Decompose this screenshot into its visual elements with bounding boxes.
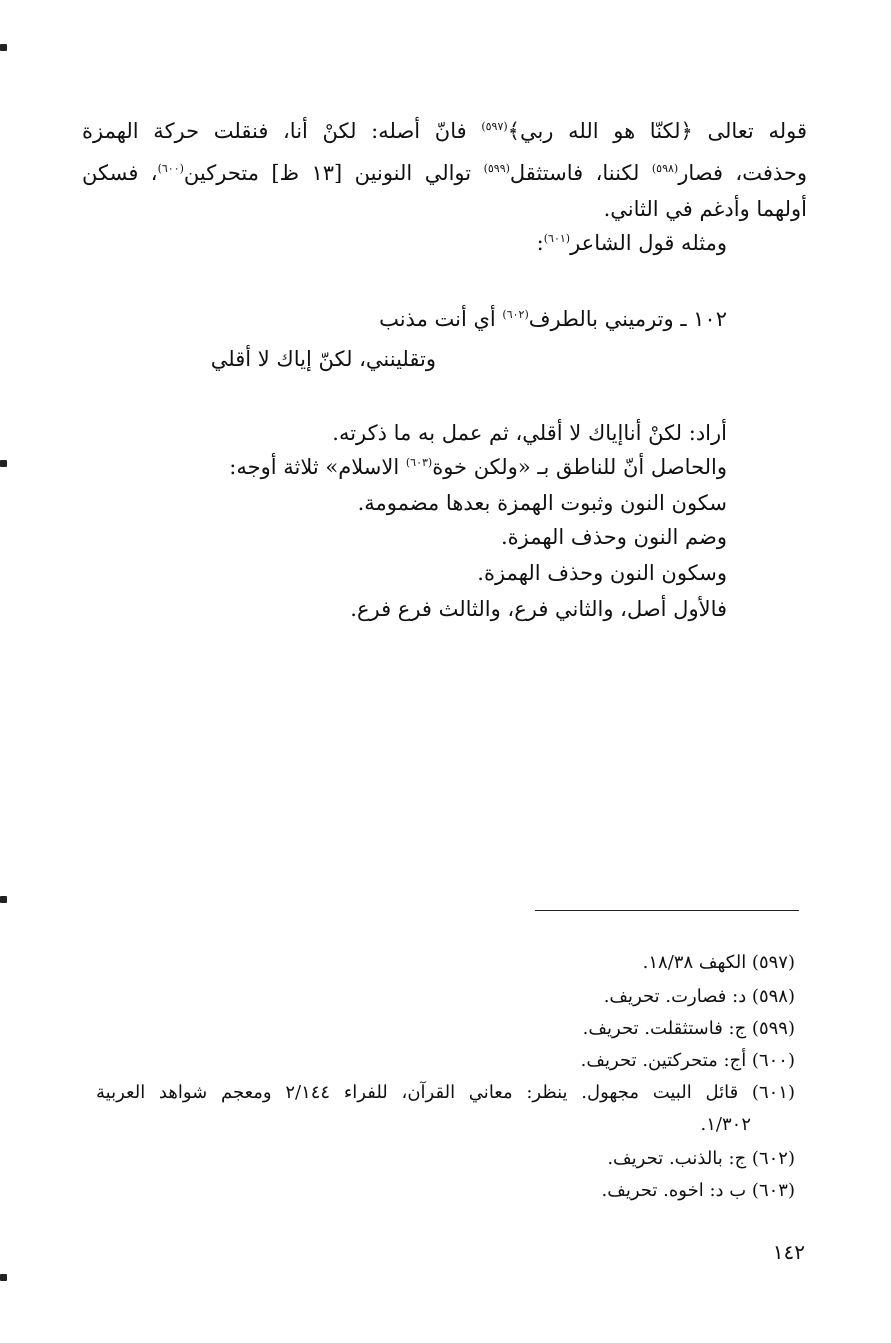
footnote: (٦٠٠) أج: متحركتين. تحريف. (580, 1050, 795, 1071)
body-line (229, 452, 727, 482)
text-run: : (536, 231, 544, 255)
footnote: (٦٠٢) ج: بالذنب. تحريف. (607, 1148, 795, 1169)
body-line (82, 116, 807, 146)
body-line (82, 158, 807, 188)
footnote-ref: (٦٠٠) (157, 162, 184, 175)
footnote: (٥٩٧) الكهف ١٨/٣٨. (642, 952, 795, 973)
text-run: قوله تعالى ﴿لكنّا هو الله ربي﴾ (507, 119, 807, 143)
footnote-ref: (٦٠٣) (405, 456, 433, 469)
body-line: أولهما وأدغم في الثاني. (603, 197, 807, 221)
page-number: ١٤٢ (772, 1240, 805, 1264)
text-run: لكننا، فاستثقل (509, 161, 652, 185)
footnote-separator (535, 910, 799, 911)
body-line: فالأول أصل، والثاني فرع، والثالث فرع فرع. (350, 597, 727, 621)
verse-number: ١٠٢ ـ (680, 307, 727, 331)
footnote: (٥٩٩) ج: فاستثقلت. تحريف. (582, 1018, 795, 1039)
verse-hemistich-1 (379, 304, 727, 334)
text-run: فانّ أصله: لكنْ أنا، فنقلت حركة الهمزة (82, 119, 482, 143)
text-run: والحاصل أنّ للناطق بـ «ولكن خوة (432, 455, 727, 479)
footnote-ref: (٦٠١) (543, 232, 571, 245)
footnote: (٦٠٣) ب د: اخوه. تحريف. (601, 1180, 795, 1201)
footnote: (٦٠١) قائل البيت مجهول. ينظر: معاني القرآن، للفراء ٢/١٤٤ ومعجم شواهد العربية (96, 1082, 795, 1103)
margin-mark (0, 896, 7, 903)
margin-mark (0, 1274, 7, 1281)
footnote-ref: (٥٩٩) (483, 162, 510, 175)
text-run: أي أنت مذنب (379, 307, 503, 331)
verse-hemistich-2: وتقلينني، لكنّ إياك لا أقلي (210, 347, 436, 371)
text-run: ، فسكن (82, 161, 158, 185)
footnote-ref: (٦٠٢) (502, 308, 529, 321)
margin-mark (0, 460, 7, 467)
text-run: وحذفت، فصار (678, 161, 808, 185)
body-line: وضم النون وحذف الهمزة. (500, 525, 727, 549)
text-run: الاسلام» ثلاثة أوجه: (229, 455, 406, 479)
footnote-ref: (٥٩٧) (481, 120, 508, 133)
body-line: أراد: لكنْ أناإياك لا أقلي، ثم عمل به ما ذكرته. (332, 421, 727, 445)
footnote: (٥٩٨) د: فصارت. تحريف. (603, 986, 795, 1007)
body-line (537, 228, 727, 258)
text-run: ومثله قول الشاعر (570, 231, 727, 255)
text-run: وترميني بالطرف (528, 307, 681, 331)
footnote-ref: (٥٩٨) (651, 162, 679, 175)
text-run: توالي النونين [١٣ ظ] متحركين (183, 161, 484, 185)
footnote-continuation: ١/٣٠٢. (700, 1114, 751, 1135)
body-line: وسكون النون وحذف الهمزة. (477, 561, 727, 585)
body-line: سكون النون وثبوت الهمزة بعدها مضمومة. (357, 491, 727, 515)
margin-mark (0, 44, 7, 51)
